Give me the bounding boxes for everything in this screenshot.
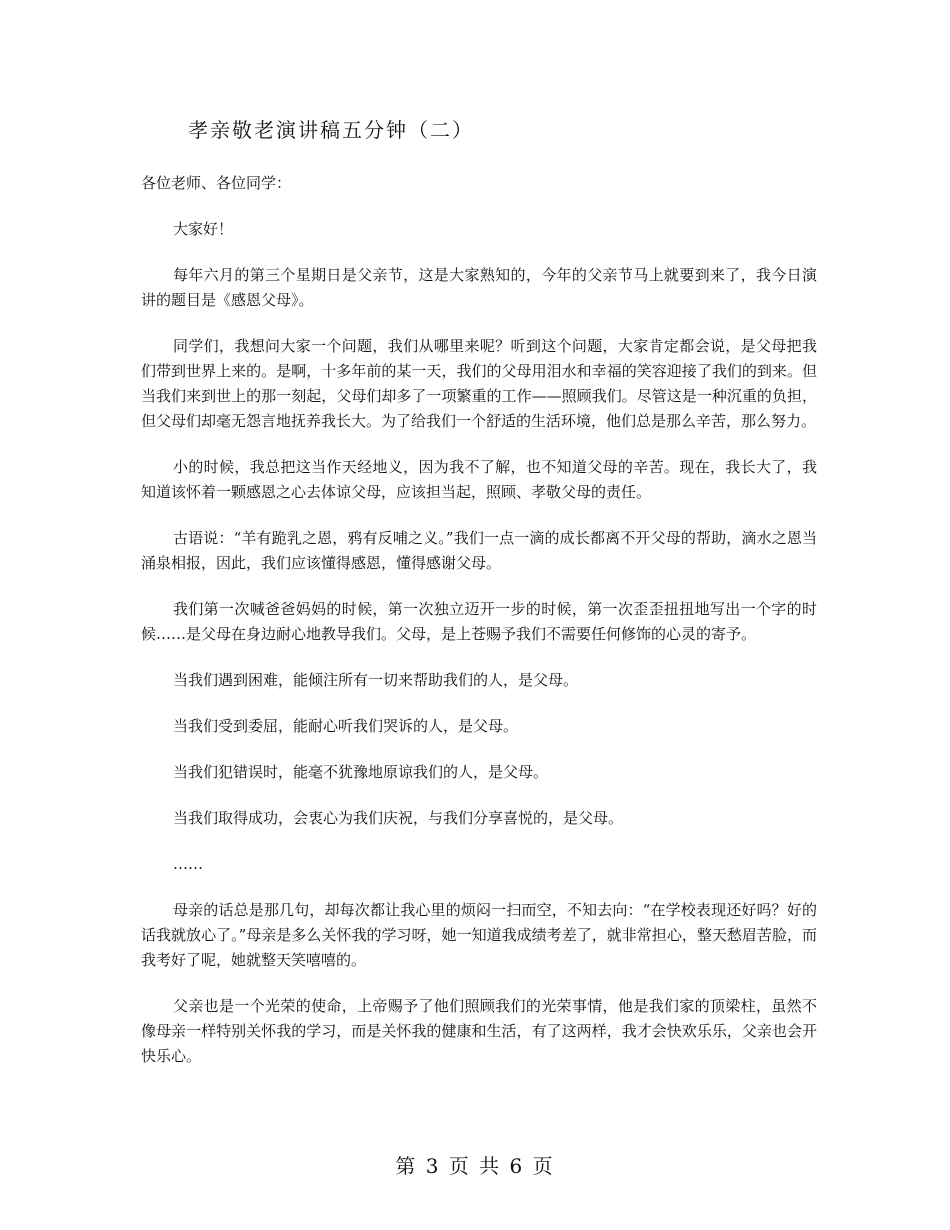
page-number-footer: 第 3 页 共 6 页	[395, 1154, 555, 1178]
paragraph-proverb: 古语说：“羊有跪乳之恩，鸦有反哺之义。”我们一点一滴的成长都离不开父母的帮助，滴水之恩当涌泉相报，因此，我们应该懂得感恩，懂得感谢父母。	[141, 529, 817, 572]
paragraph-success: 当我们取得成功，会衷心为我们庆祝，与我们分享喜悦的，是父母。	[173, 809, 624, 827]
paragraph-greeting: 大家好！	[173, 220, 234, 238]
paragraph-question: 同学们，我想问大家一个问题，我们从哪里来呢？听到这个问题，大家肯定都会说，是父母把我们带到世界上来的。是啊，十多年前的某一天，我们的父母用泪水和幸福的笑容迎接了我们的到来。但当我们来到世上的那一刻起，父母们却多了一项繁重的工作——照顾我们。尽管这是一种沉重的负担，但父母们却毫无怨言地抚养我长大。为了给我们一个舒适的生活环境，他们总是那么辛苦，那么努力。	[141, 337, 817, 430]
document-title: 孝亲敬老演讲稿五分钟（二）	[188, 118, 474, 142]
paragraph-difficulty: 当我们遇到困难，能倾注所有一切来帮助我们的人，是父母。	[173, 671, 579, 689]
paragraph-mistake: 当我们犯错误时，能毫不犹豫地原谅我们的人，是父母。	[173, 763, 549, 781]
paragraph-first-times: 我们第一次喊爸爸妈妈的时候，第一次独立迈开一步的时候，第一次歪歪扭扭地写出一个字的时候……是父母在身边耐心地教导我们。父母，是上苍赐予我们不需要任何修饰的心灵的寄予。	[141, 600, 817, 643]
paragraph-father: 父亲也是一个光荣的使命，上帝赐予了他们照顾我们的光荣事情，他是我们家的顶梁柱，虽然不像母亲一样特别关怀我的学习，而是关怀我的健康和生活，有了这两样，我才会快欢乐乐，父亲也会开快乐心。	[141, 997, 817, 1065]
salutation: 各位老师、各位同学：	[141, 174, 292, 192]
paragraph-childhood: 小的时候，我总把这当作天经地义，因为我不了解，也不知道父母的辛苦。现在，我长大了，我知道该怀着一颗感恩之心去体谅父母，应该担当起，照顾、孝敬父母的责任。	[141, 458, 817, 501]
document-body	[141, 171, 817, 1090]
paragraph-grievance: 当我们受到委屈，能耐心听我们哭诉的人，是父母。	[173, 717, 519, 735]
paragraph-ellipsis: ……	[173, 855, 203, 873]
paragraph-mother: 母亲的话总是那几句，却每次都让我心里的烦闷一扫而空，不知去向：“在学校表现还好吗？好的话我就放心了。”母亲是多么关怀我的学习呀，她一知道我成绩考差了，就非常担心，整天愁眉苦脸，而我考好了呢，她就整天笑嘻嘻的。	[141, 901, 817, 969]
paragraph-intro: 每年六月的第三个星期日是父亲节，这是大家熟知的，今年的父亲节马上就要到来了，我今日演讲的题目是《感恩父母》。	[141, 266, 817, 309]
